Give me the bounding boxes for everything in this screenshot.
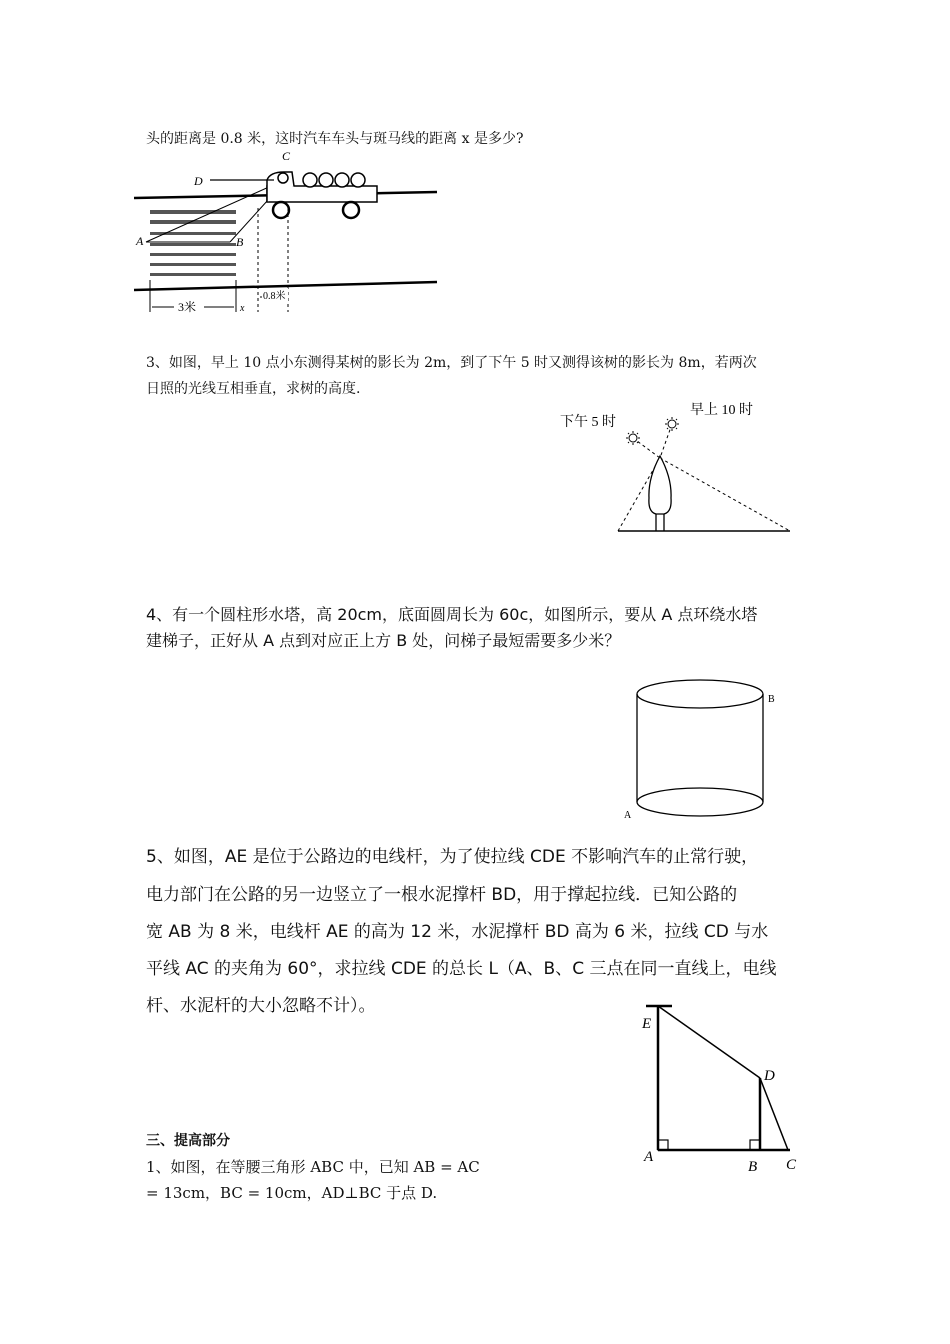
section-title: 三、提高部分 <box>146 1133 230 1149</box>
label-B: B <box>768 694 775 705</box>
q5-line3: 宽 AB 为 8 米，电线杆 AE 的高为 12 米，水泥撑杆 BD 高为 6 米，拉线 CD 与水 <box>146 922 769 942</box>
cylinder-figure <box>620 672 780 822</box>
tree-figure <box>560 398 800 538</box>
label-3m: 3米 <box>178 300 197 314</box>
label-A: A <box>136 234 144 248</box>
q4-line2: 建梯子，正好从 A 点到对应正上方 B 处，问梯子最短需要多少米？ <box>146 631 621 650</box>
label-D: D <box>194 174 203 188</box>
q5-line2: 电力部门在公路的另一边竖立了一根水泥撑杆 BD，用于撑起拉线．已知公路的 <box>146 885 738 905</box>
q5-line4: 平线 AC 的夹角为 60°，求拉线 CDE 的总长 L（A、B、C 三点在同一直线上，电线 <box>146 959 777 979</box>
label-C: C <box>786 1157 797 1173</box>
label-A: A <box>644 1149 654 1165</box>
q3-line2: 日照的光线互相垂直，求树的高度. <box>146 381 361 397</box>
label-B: B <box>236 235 244 249</box>
label-x: x <box>240 303 245 314</box>
pole-figure <box>638 998 808 1178</box>
label-morning: 早上 10 时 <box>690 403 753 418</box>
q5-line5: 杆、水泥杆的大小忽略不计）。 <box>146 996 376 1016</box>
label-D: D <box>764 1068 775 1084</box>
sec3-line2: = 13cm，BC = 10cm，AD⊥BC 于点 D. <box>146 1184 438 1202</box>
label-08m: 0.8米 <box>263 291 286 302</box>
label-A: A <box>624 810 632 821</box>
q3-line1: 3、如图，早上 10 点小东测得某树的影长为 2m，到了下午 5 时又测得该树的影长为 8m，若两次 <box>146 355 757 371</box>
sec3-line1: 1、如图，在等腰三角形 ABC 中，已知 AB = AC <box>146 1158 480 1176</box>
truck-figure <box>132 150 442 320</box>
label-E: E <box>642 1016 652 1032</box>
q4-line1: 4、有一个圆柱形水塔，高 20cm，底面圆周长为 60c，如图所示，要从 A 点环绕水塔 <box>146 605 758 624</box>
label-B: B <box>748 1159 758 1175</box>
q2-text: 头的距离是 0.8 米，这时汽车车头与斑马线的距离 x 是多少? <box>146 131 524 147</box>
q5-line1: 5、如图，AE 是位于公路边的电线杆，为了使拉线 CDE 不影响汽车的止常行驶， <box>146 847 759 867</box>
label-afternoon: 下午 5 时 <box>560 415 616 430</box>
label-C: C <box>282 149 291 163</box>
